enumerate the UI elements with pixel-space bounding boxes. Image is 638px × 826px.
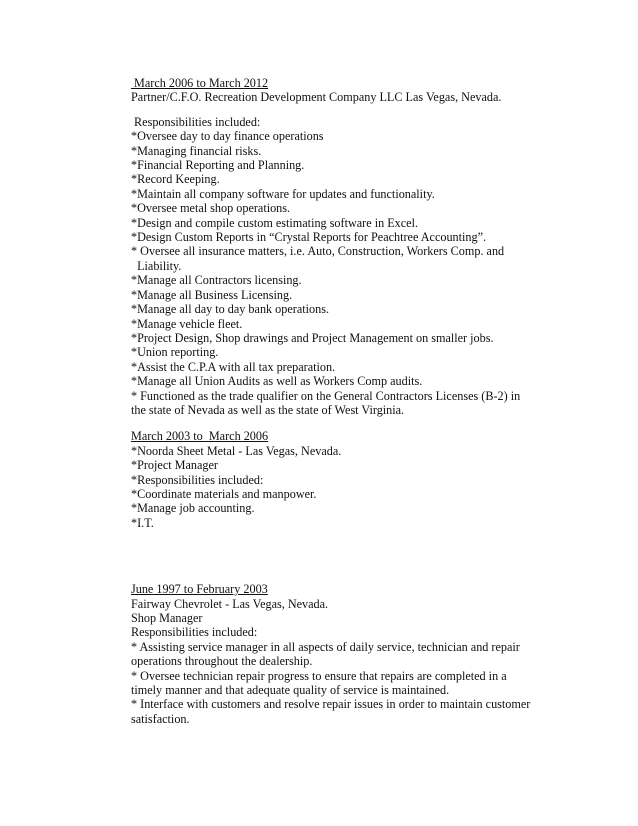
list-item: * Oversee all insurance matters, i.e. Auto, Construction, Workers Comp. and <box>131 244 505 259</box>
list-item: * Functioned as the trade qualifier on the General Contractors Licenses (B-2) in <box>131 388 521 403</box>
list-item: *Noorda Sheet Metal - Las Vegas, Nevada. <box>131 443 342 458</box>
job-dates: June 1997 to February 2003 <box>131 582 268 597</box>
list-item: *Financial Reporting and Planning. <box>131 158 305 173</box>
list-item: timely manner and that adequate quality of service is maintained. <box>131 683 450 698</box>
resume-page <box>131 76 551 726</box>
list-item: the state of Nevada as well as the state of West Virginia. <box>131 402 405 417</box>
list-item: * Assisting service manager in all aspects of daily service, technician and repair <box>131 639 520 654</box>
list-item: *Design Custom Reports in “Crystal Reports for Peachtree Accounting”. <box>131 230 487 245</box>
list-item: satisfaction. <box>131 711 190 726</box>
job-dates: March 2006 to March 2012 <box>131 76 269 90</box>
employer: Fairway Chevrolet - Las Vegas, Nevada. <box>131 596 329 611</box>
job-section-recreation-development <box>131 76 551 417</box>
job-title: Shop Manager <box>131 611 203 625</box>
list-item: *Manage all Business Licensing. <box>131 287 293 302</box>
list-item: * Interface with customers and resolve repair issues in order to maintain customer <box>131 697 531 712</box>
list-item: *Maintain all company software for updates and functionality. <box>131 186 435 201</box>
list-item: *Design and compile custom estimating software in Excel. <box>131 215 419 230</box>
responsibilities-heading: Responsibilities included: <box>131 114 261 129</box>
list-item: Liability. <box>131 258 182 273</box>
list-item: *Manage job accounting. <box>131 501 255 516</box>
list-item: * Oversee technician repair progress to ensure that repairs are completed in a <box>131 668 507 683</box>
list-item: *Manage all Contractors licensing. <box>131 273 302 288</box>
list-item: *Project Manager <box>131 458 218 473</box>
list-item: *Manage all day to day bank operations. <box>131 302 329 317</box>
list-item: *I.T. <box>131 515 154 530</box>
list-item: *Record Keeping. <box>131 172 220 187</box>
list-item: *Oversee day to day finance operations <box>131 129 324 144</box>
list-item: *Project Design, Shop drawings and Project Management on smaller jobs. <box>131 330 494 345</box>
list-item: *Responsibilities included: <box>131 472 264 487</box>
job-title: Partner/C.F.O. Recreation Development Company LLC Las Vegas, Nevada. <box>131 90 502 105</box>
list-item: *Assist the C.P.A with all tax preparation. <box>131 359 336 374</box>
job-section-noorda-sheet-metal <box>131 429 551 530</box>
list-item: *Oversee metal shop operations. <box>131 201 291 216</box>
list-item: *Managing financial risks. <box>131 143 262 158</box>
list-item: *Union reporting. <box>131 345 219 360</box>
job-dates: March 2003 to March 2006 <box>131 429 269 444</box>
job-section-fairway-chevrolet <box>131 582 551 726</box>
responsibilities-heading: Responsibilities included: <box>131 625 258 640</box>
list-item: operations throughout the dealership. <box>131 654 313 669</box>
list-item: *Manage vehicle fleet. <box>131 316 243 331</box>
list-item: *Coordinate materials and manpower. <box>131 486 317 501</box>
list-item: *Manage all Union Audits as well as Workers Comp audits. <box>131 374 423 389</box>
